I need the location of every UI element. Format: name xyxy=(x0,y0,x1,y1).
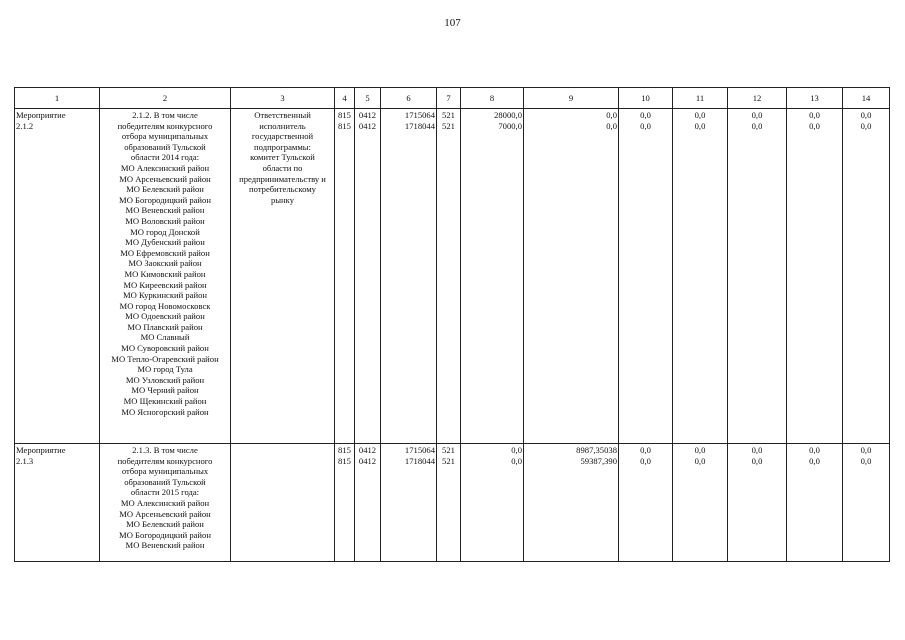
cell-text-line: 0,0 xyxy=(694,445,706,455)
cell-text-line: Мероприятие xyxy=(16,445,66,455)
amount-cell xyxy=(461,109,524,444)
expense-type-cell xyxy=(437,109,461,444)
section-code-cell xyxy=(355,444,381,562)
table-row xyxy=(15,444,890,562)
cell-text-line: 59387,390 xyxy=(580,455,617,466)
cell-text-line: МО город Новомосковск xyxy=(119,300,211,311)
column-header: 12 xyxy=(728,88,787,109)
cell-text-line: 8987,35038 xyxy=(576,445,617,455)
cell-text-line: 521 xyxy=(442,110,455,120)
column-header: 4 xyxy=(335,88,355,109)
cell-text-line: 0412 xyxy=(358,445,377,455)
cell-text-line: МО Черний район xyxy=(131,385,199,396)
target-code-cell xyxy=(381,444,437,562)
cell-text-line: 0412 xyxy=(358,120,377,131)
cell-text-line: МО Кимовский район xyxy=(124,268,206,279)
column-header: 9 xyxy=(524,88,619,109)
responsible-cell xyxy=(231,444,335,562)
cell-text-line: МО Плавский район xyxy=(127,321,203,332)
cell-text-line: 1715064 xyxy=(404,445,435,455)
cell-text-line: МО Арсеньевский район xyxy=(119,508,211,519)
cell-text-line: МО Щекинский район xyxy=(123,396,207,407)
grbs-code-cell xyxy=(335,109,355,444)
amount-cell xyxy=(787,444,843,562)
amount-cell xyxy=(673,109,728,444)
cell-text-line: 815 xyxy=(338,120,351,131)
cell-text-line: отбора муниципальных xyxy=(121,131,209,142)
cell-text-line: 0,0 xyxy=(694,455,706,466)
cell-text-line: области 2015 года: xyxy=(130,487,200,498)
cell-text-line: области по xyxy=(262,162,303,173)
amount-cell xyxy=(673,444,728,562)
cell-text-line: МО Воловский район xyxy=(125,215,205,226)
cell-text-line: 815 xyxy=(338,455,351,466)
cell-text-line: МО город Тула xyxy=(137,364,193,375)
cell-text-line: 0412 xyxy=(358,110,377,120)
budget-table xyxy=(14,87,890,562)
cell-text-line: 2.1.2 xyxy=(16,120,34,131)
cell-text-line: МО Богородицкий район xyxy=(119,529,211,540)
cell-text-line: 0,0 xyxy=(606,110,617,120)
column-header: 8 xyxy=(461,88,524,109)
grbs-code-cell xyxy=(335,444,355,562)
amount-cell xyxy=(524,109,619,444)
cell-text-line: МО Алексинский район xyxy=(120,497,210,508)
cell-text-line: 521 xyxy=(442,445,455,455)
cell-text-line: образований Тульской xyxy=(124,141,206,152)
header-row xyxy=(15,88,890,109)
section-code-cell xyxy=(355,109,381,444)
cell-text-line: Мероприятие xyxy=(16,110,66,120)
cell-text-line: победителям конкурсного xyxy=(117,120,213,131)
cell-text-line: МО Тепло-Огаревский район xyxy=(111,353,219,364)
cell-text-line: МО Веневский район xyxy=(125,540,205,551)
column-header: 7 xyxy=(437,88,461,109)
cell-text-line: 815 xyxy=(338,445,351,455)
cell-text-line: 2.1.3 xyxy=(16,455,34,466)
expense-type-cell xyxy=(437,444,461,562)
amount-cell xyxy=(843,109,890,444)
event-name-cell xyxy=(15,444,100,562)
cell-text-line: отбора муниципальных xyxy=(121,466,209,477)
amount-cell xyxy=(843,444,890,562)
cell-text-line: 0,0 xyxy=(809,110,820,120)
cell-text-line: 0,0 xyxy=(694,110,706,120)
cell-text-line: 0,0 xyxy=(860,445,872,455)
amount-cell xyxy=(524,444,619,562)
cell-text-line: 7000,0 xyxy=(498,120,522,131)
cell-text-line: 521 xyxy=(442,455,455,466)
cell-text-line: МО Арсеньевский район xyxy=(119,173,211,184)
cell-text-line: 521 xyxy=(442,120,455,131)
amount-cell xyxy=(787,109,843,444)
cell-text-line: 0,0 xyxy=(809,455,820,466)
cell-text-line: МО Заокский район xyxy=(128,258,202,269)
cell-text-line: 2.1.3. В том числе xyxy=(132,445,198,455)
cell-text-line: 0,0 xyxy=(694,120,706,131)
column-header: 6 xyxy=(381,88,437,109)
cell-text-line: области 2014 года: xyxy=(130,152,200,163)
cell-text-line: МО Белевский район xyxy=(126,184,204,195)
cell-text-line: 2.1.2. В том числе xyxy=(132,110,198,120)
cell-text-line: рынку xyxy=(270,194,295,205)
event-description-cell xyxy=(100,109,231,444)
cell-text-line: исполнитель xyxy=(259,120,306,131)
cell-text-line: 0,0 xyxy=(860,455,872,466)
cell-text-line: 28000,0 xyxy=(494,110,522,120)
column-header: 3 xyxy=(231,88,335,109)
column-header: 5 xyxy=(355,88,381,109)
cell-text-line: 0,0 xyxy=(860,120,872,131)
cell-text-line: МО Ясногорский район xyxy=(121,406,209,417)
cell-text-line: МО город Донской xyxy=(130,226,200,237)
cell-text-line: 815 xyxy=(338,110,351,120)
cell-text-line: 0,0 xyxy=(511,455,522,466)
cell-text-line: 0,0 xyxy=(640,455,651,466)
cell-text-line: подпрограммы: xyxy=(254,141,311,152)
cell-text-line: МО Суворовский район xyxy=(121,343,209,354)
cell-text-line: потребительскому xyxy=(249,184,316,195)
cell-text-line: МО Дубенский район xyxy=(125,237,205,248)
table-row xyxy=(15,109,890,444)
cell-text-line: 1715064 xyxy=(404,110,435,120)
cell-text-line: государственной xyxy=(251,131,314,142)
cell-text-line: победителям конкурсного xyxy=(117,455,213,466)
cell-text-line: МО Ефремовский район xyxy=(120,247,210,258)
cell-text-line: МО Куркинский район xyxy=(123,290,207,301)
amount-cell xyxy=(619,444,673,562)
column-header: 10 xyxy=(619,88,673,109)
cell-text-line: предпринимательству и xyxy=(239,173,326,184)
column-header: 2 xyxy=(100,88,231,109)
event-name-cell xyxy=(15,109,100,444)
cell-text-line: 0,0 xyxy=(751,120,763,131)
cell-text-line: МО Киреевский район xyxy=(123,279,207,290)
event-description-cell xyxy=(100,444,231,562)
cell-text-line: МО Богородицкий район xyxy=(119,194,211,205)
cell-text-line: МО Веневский район xyxy=(125,205,205,216)
cell-text-line: 1718044 xyxy=(404,120,435,131)
cell-text-line: МО Одоевский район xyxy=(125,311,205,322)
cell-text-line: Ответственный xyxy=(254,110,311,120)
column-header: 14 xyxy=(843,88,890,109)
cell-text-line: МО Узловский район xyxy=(125,374,205,385)
cell-text-line: МО Славный xyxy=(140,332,190,343)
cell-text-line: МО Алексинский район xyxy=(120,162,210,173)
column-header: 11 xyxy=(673,88,728,109)
cell-text-line: образований Тульской xyxy=(124,476,206,487)
column-header: 13 xyxy=(787,88,843,109)
responsible-cell xyxy=(231,109,335,444)
amount-cell xyxy=(728,444,787,562)
cell-text-line: 0,0 xyxy=(751,445,763,455)
cell-text-line: 0,0 xyxy=(809,445,820,455)
cell-text-line: 0,0 xyxy=(751,455,763,466)
page-number: 107 xyxy=(444,17,461,29)
cell-text-line: 0412 xyxy=(358,455,377,466)
column-header: 1 xyxy=(15,88,100,109)
cell-text-line: 0,0 xyxy=(860,110,872,120)
cell-text-line: МО Белевский район xyxy=(126,519,204,530)
cell-text-line: комитет Тульской xyxy=(250,152,315,163)
target-code-cell xyxy=(381,109,437,444)
cell-text-line: 0,0 xyxy=(751,110,763,120)
amount-cell xyxy=(461,444,524,562)
cell-text-line: 0,0 xyxy=(511,445,522,455)
cell-text-line: 0,0 xyxy=(640,120,651,131)
amount-cell xyxy=(728,109,787,444)
cell-text-line: 0,0 xyxy=(640,110,651,120)
amount-cell xyxy=(619,109,673,444)
cell-text-line: 0,0 xyxy=(606,120,617,131)
cell-text-line: 1718044 xyxy=(404,455,435,466)
cell-text-line: 0,0 xyxy=(640,445,651,455)
cell-text-line: 0,0 xyxy=(809,120,820,131)
